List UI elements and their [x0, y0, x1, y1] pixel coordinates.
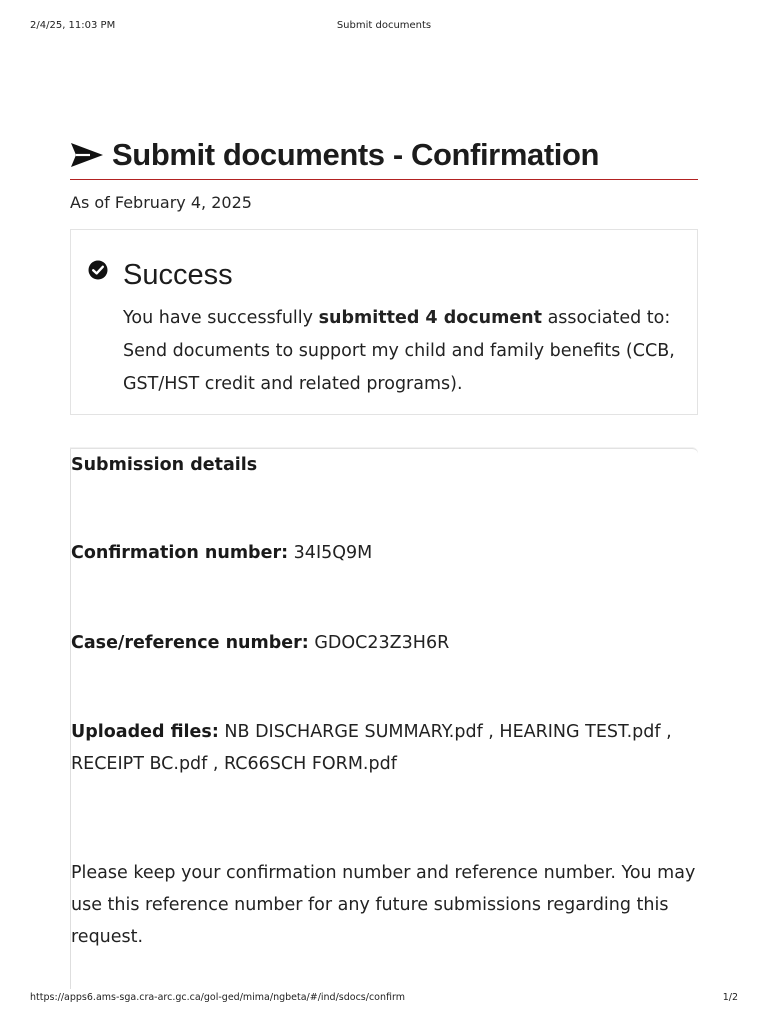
alert-message-bold: submitted 4 document — [318, 308, 543, 328]
as-of-date: As of February 4, 2025 — [70, 193, 252, 212]
send-icon — [70, 141, 104, 169]
page-heading — [70, 134, 698, 180]
main-content — [70, 134, 698, 989]
check-circle-icon — [88, 260, 108, 280]
success-alert — [70, 229, 698, 415]
confirmation-number-row — [71, 537, 699, 569]
alert-title: Success — [123, 259, 233, 291]
page-indicator: 1/2 — [722, 992, 738, 1003]
page-url: https://apps6.ams-sga.cra-arc.gc.ca/gol-ged/mima/ngbeta/#/ind/sdocs/confirm — [30, 992, 405, 1003]
confirmation-number-value: 34I5Q9M — [293, 543, 373, 563]
page-title: Submit documents - Confirmation — [112, 137, 600, 172]
keep-reference-note: Please keep your confirmation number and reference number. You may use this reference number for any future submissions regarding this request. — [71, 863, 696, 947]
confirmation-number-label: Confirmation number: — [71, 543, 289, 563]
alert-message-prefix: You have successfully — [123, 308, 319, 328]
alert-message — [123, 302, 683, 401]
print-header — [0, 18, 768, 34]
alert-message-suffix: associated to: Send documents to support my child and family benefits (CCB, GST/HST credit and related programs). — [123, 308, 675, 394]
submission-details-heading: Submission details — [71, 455, 258, 475]
case-reference-label: Case/reference number: — [71, 633, 309, 653]
print-datetime: 2/4/25, 11:03 PM — [30, 20, 116, 31]
uploaded-files-row — [71, 716, 699, 780]
case-reference-row — [71, 627, 699, 659]
case-reference-value: GDOC23Z3H6R — [314, 633, 450, 653]
uploaded-files-label: Uploaded files: — [71, 722, 219, 742]
uploaded-files-value: NB DISCHARGE SUMMARY.pdf , HEARING TEST.pdf , RECEIPT BC.pdf , RC66SCH FORM.pdf — [71, 722, 672, 774]
submission-details-panel — [70, 448, 698, 989]
print-document-title: Submit documents — [336, 20, 432, 31]
